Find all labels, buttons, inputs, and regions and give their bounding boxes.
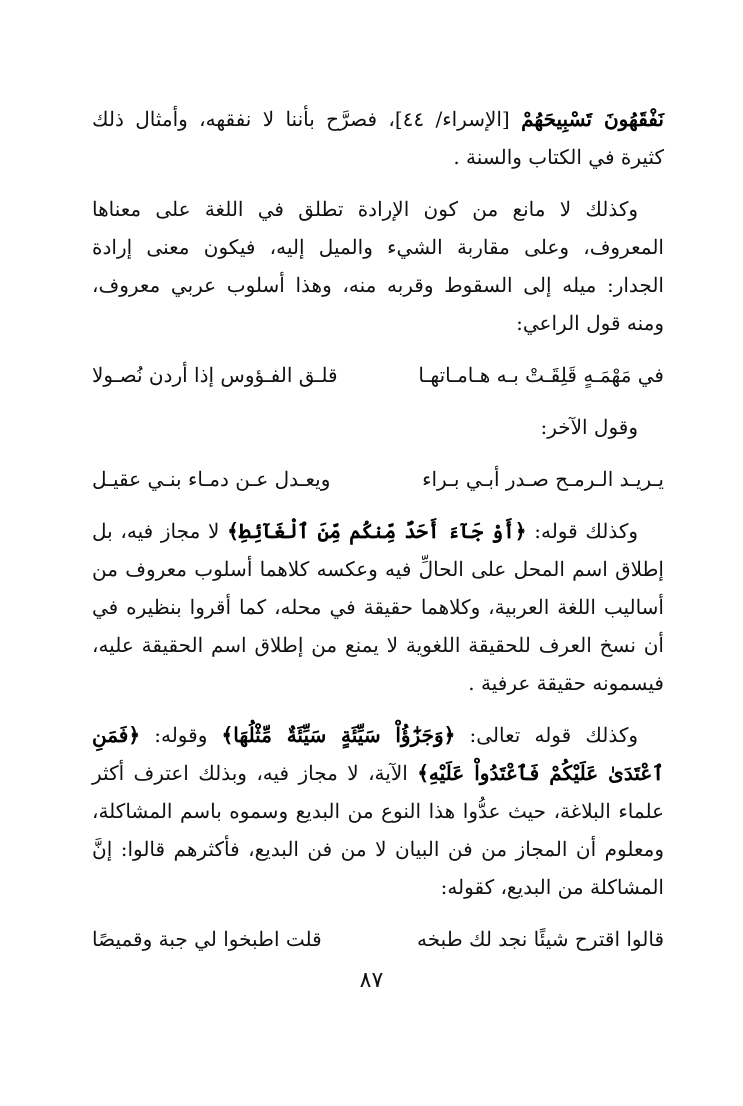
quran-quote: ﴿فَمَنِ ٱعْتَدَىٰ عَلَيْكُمْ فَٱعْتَدُواْ عَلَيْهِ﴾ bbox=[92, 723, 665, 785]
paragraph-lead: وكذلك قوله تعالى: bbox=[469, 723, 638, 747]
poetry-verse-2 bbox=[92, 460, 664, 498]
paragraph-2 bbox=[92, 190, 664, 342]
verse-first-hemistich: قالوا اقترح شيئًا نجد لك طبخه bbox=[417, 927, 664, 951]
paragraph-text: لا مجاز فيه، بل إطلاق اسم المحل على الحالِّ فيه وعكسه كلاهما أسلوب معروف من أساليب اللغة العربية، وكلاهما حقيقة في محله، كما أقروا بنظيره في أن نسخ العرف للحقيقة اللغوية لا يمنع من إطلاق اسم الحقيقة عليه، فيسمونه حقيقة عرفية . bbox=[92, 519, 664, 695]
page-number: ٨٧ bbox=[359, 968, 384, 993]
quran-quote: ﴿وَجَزَٰٓؤُاْ سَيِّئَةٍ سَيِّئَةٌ مِّثْلُهَا﴾ bbox=[221, 723, 456, 747]
paragraph-text: ، فصرَّح بأننا لا نفقهه، وأمثال ذلك كثيرة في الكتاب والسنة . bbox=[92, 107, 664, 169]
paragraph-text: وكذلك لا مانع من كون الإرادة تطلق في اللغة على معناها المعروف، وعلى مقاربة الشيء والميل إليه، فيكون معنى إرادة الجدار: ميله إلى السقوط وقربه منه، وهذا أسلوب عربي معروف، ومنه قول الراعي: bbox=[92, 197, 664, 335]
quran-quote: ﴿أَوْ جَآءَ أَحَدٌ مِّنكُم مِّنَ ٱلْغَآئِطِ﴾ bbox=[227, 519, 527, 543]
verse-second-hemistich: قلت اطبخوا لي جبة وقميصًا bbox=[92, 927, 322, 951]
verse-second-hemistich: قلـق الفـؤوس إذا أردن نُصـولا bbox=[92, 363, 338, 387]
paragraph-mid: وقوله: bbox=[154, 723, 208, 747]
verse-intro: وقول الآخر: bbox=[540, 415, 638, 439]
paragraph-4 bbox=[92, 716, 664, 906]
paragraph-3 bbox=[92, 512, 664, 702]
verse-second-hemistich: ويعـدل عـن دمـاء بنـي عقيـل bbox=[92, 467, 331, 491]
verse-first-hemistich: في مَهْمَـهٍ قَلِقَـتْ بـه هـامـاتهـا bbox=[418, 363, 664, 387]
poetry-verse-1 bbox=[92, 356, 664, 394]
page-body bbox=[92, 100, 664, 972]
paragraph-lead: وكذلك قوله: bbox=[534, 519, 639, 543]
quran-reference: [الإسراء/ ٤٤] bbox=[394, 107, 510, 131]
paragraph-1 bbox=[92, 100, 664, 176]
paragraph-text: الآية، لا مجاز فيه، وبذلك اعترف أكثر علماء البلاغة، حيث عدُّوا هذا النوع من البديع وسموه باسم المشاكلة، ومعلوم أن المجاز من فن البيان لا من فن البديع، فأكثرهم قالوا: إنَّ المشاكلة من البديع، كقوله: bbox=[92, 761, 665, 899]
poetry-verse-3 bbox=[92, 920, 664, 958]
quran-quote: نَفْقَهُونَ تَسْبِيحَهُمْ bbox=[521, 107, 664, 131]
verse-first-hemistich: يـريـد الـرمـح صـدر أبـي بـراء bbox=[422, 467, 664, 491]
